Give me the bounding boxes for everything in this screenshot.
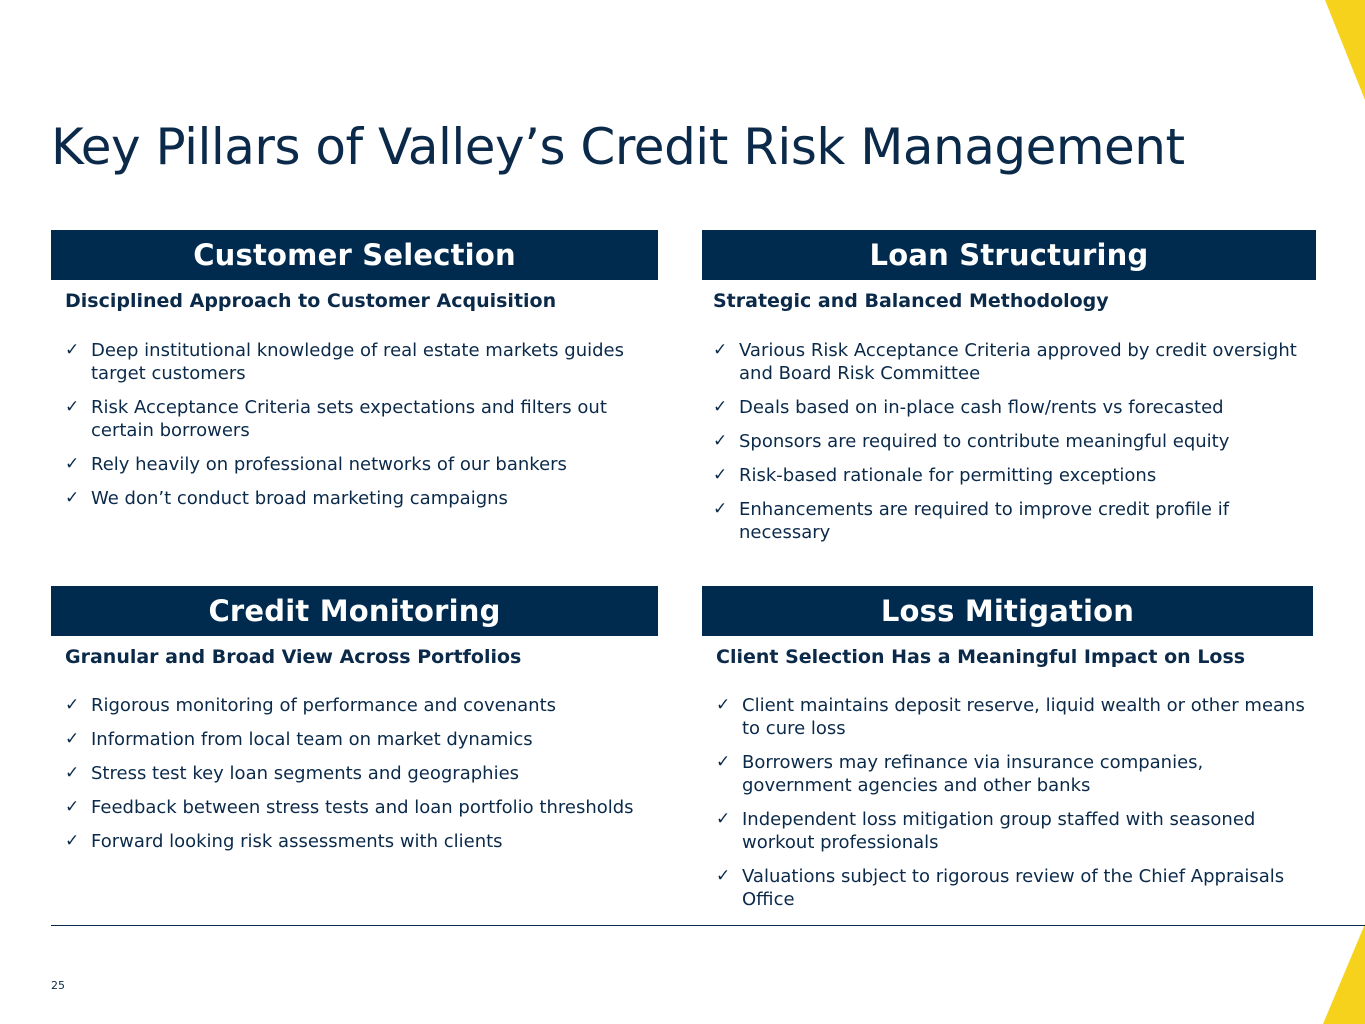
list-item: ✓ Feedback between stress tests and loan portfolio thresholds <box>65 797 634 818</box>
list-item: ✓ Deals based on in-place cash flow/rents vs forecasted <box>713 397 1224 418</box>
yellow-corner-accent-bottom <box>1323 924 1365 1024</box>
loan-structuring-list <box>713 339 1308 555</box>
check-icon: ✓ <box>65 695 80 715</box>
yellow-corner-accent-top <box>1325 0 1365 100</box>
list-item: ✓ Stress test key loan segments and geographies <box>65 763 520 784</box>
loss-mitigation-list <box>716 694 1311 922</box>
check-icon: ✓ <box>716 866 731 886</box>
credit-monitoring-header: Credit Monitoring <box>51 586 658 636</box>
customer-selection-header: Customer Selection <box>51 230 658 280</box>
list-item: ✓ Risk Acceptance Criteria sets expectations and filters out certain borrowers <box>65 397 607 441</box>
check-icon: ✓ <box>65 340 80 360</box>
check-icon: ✓ <box>65 831 80 851</box>
list-item: ✓ Sponsors are required to contribute meaningful equity <box>713 431 1230 452</box>
customer-selection-subheading: Disciplined Approach to Customer Acquisition <box>65 290 557 312</box>
credit-monitoring-subheading: Granular and Broad View Across Portfolios <box>65 646 522 668</box>
check-icon: ✓ <box>716 695 731 715</box>
check-icon: ✓ <box>65 729 80 749</box>
check-icon: ✓ <box>713 499 728 519</box>
list-item: ✓ We don’t conduct broad marketing campaigns <box>65 488 508 509</box>
customer-selection-list <box>65 339 645 521</box>
loss-mitigation-header: Loss Mitigation <box>702 586 1313 636</box>
list-item: ✓ Enhancements are required to improve credit profile if necessary <box>713 499 1230 543</box>
list-item: ✓ Information from local team on market dynamics <box>65 729 533 750</box>
check-icon: ✓ <box>65 397 80 417</box>
loan-structuring-subheading: Strategic and Balanced Methodology <box>713 290 1109 312</box>
slide-title: Key Pillars of Valley’s Credit Risk Management <box>51 118 1185 176</box>
list-item: ✓ Various Risk Acceptance Criteria approved by credit oversight and Board Risk Committee <box>713 340 1297 384</box>
loss-mitigation-subheading: Client Selection Has a Meaningful Impact on Loss <box>716 646 1246 668</box>
loan-structuring-header: Loan Structuring <box>702 230 1316 280</box>
list-item: ✓ Risk-based rationale for permitting exceptions <box>713 465 1157 486</box>
check-icon: ✓ <box>716 752 731 772</box>
list-item: ✓ Forward looking risk assessments with clients <box>65 831 503 852</box>
list-item: ✓ Independent loss mitigation group staffed with seasoned workout professionals <box>716 809 1256 853</box>
check-icon: ✓ <box>713 465 728 485</box>
credit-monitoring-list <box>65 694 655 864</box>
footer-divider <box>51 925 1365 926</box>
check-icon: ✓ <box>65 454 80 474</box>
list-item: ✓ Rigorous monitoring of performance and covenants <box>65 695 557 716</box>
check-icon: ✓ <box>65 797 80 817</box>
check-icon: ✓ <box>65 488 80 508</box>
list-item: ✓ Borrowers may refinance via insurance companies, government agencies and other banks <box>716 752 1204 796</box>
list-item: ✓ Deep institutional knowledge of real estate markets guides target customers <box>65 340 624 384</box>
list-item: ✓ Rely heavily on professional networks of our bankers <box>65 454 567 475</box>
list-item: ✓ Valuations subject to rigorous review of the Chief Appraisals Office <box>716 866 1285 910</box>
list-item: ✓ Client maintains deposit reserve, liquid wealth or other means to cure loss <box>716 695 1305 739</box>
page-number: 25 <box>51 979 65 992</box>
check-icon: ✓ <box>713 397 728 417</box>
check-icon: ✓ <box>713 431 728 451</box>
check-icon: ✓ <box>716 809 731 829</box>
check-icon: ✓ <box>65 763 80 783</box>
check-icon: ✓ <box>713 340 728 360</box>
